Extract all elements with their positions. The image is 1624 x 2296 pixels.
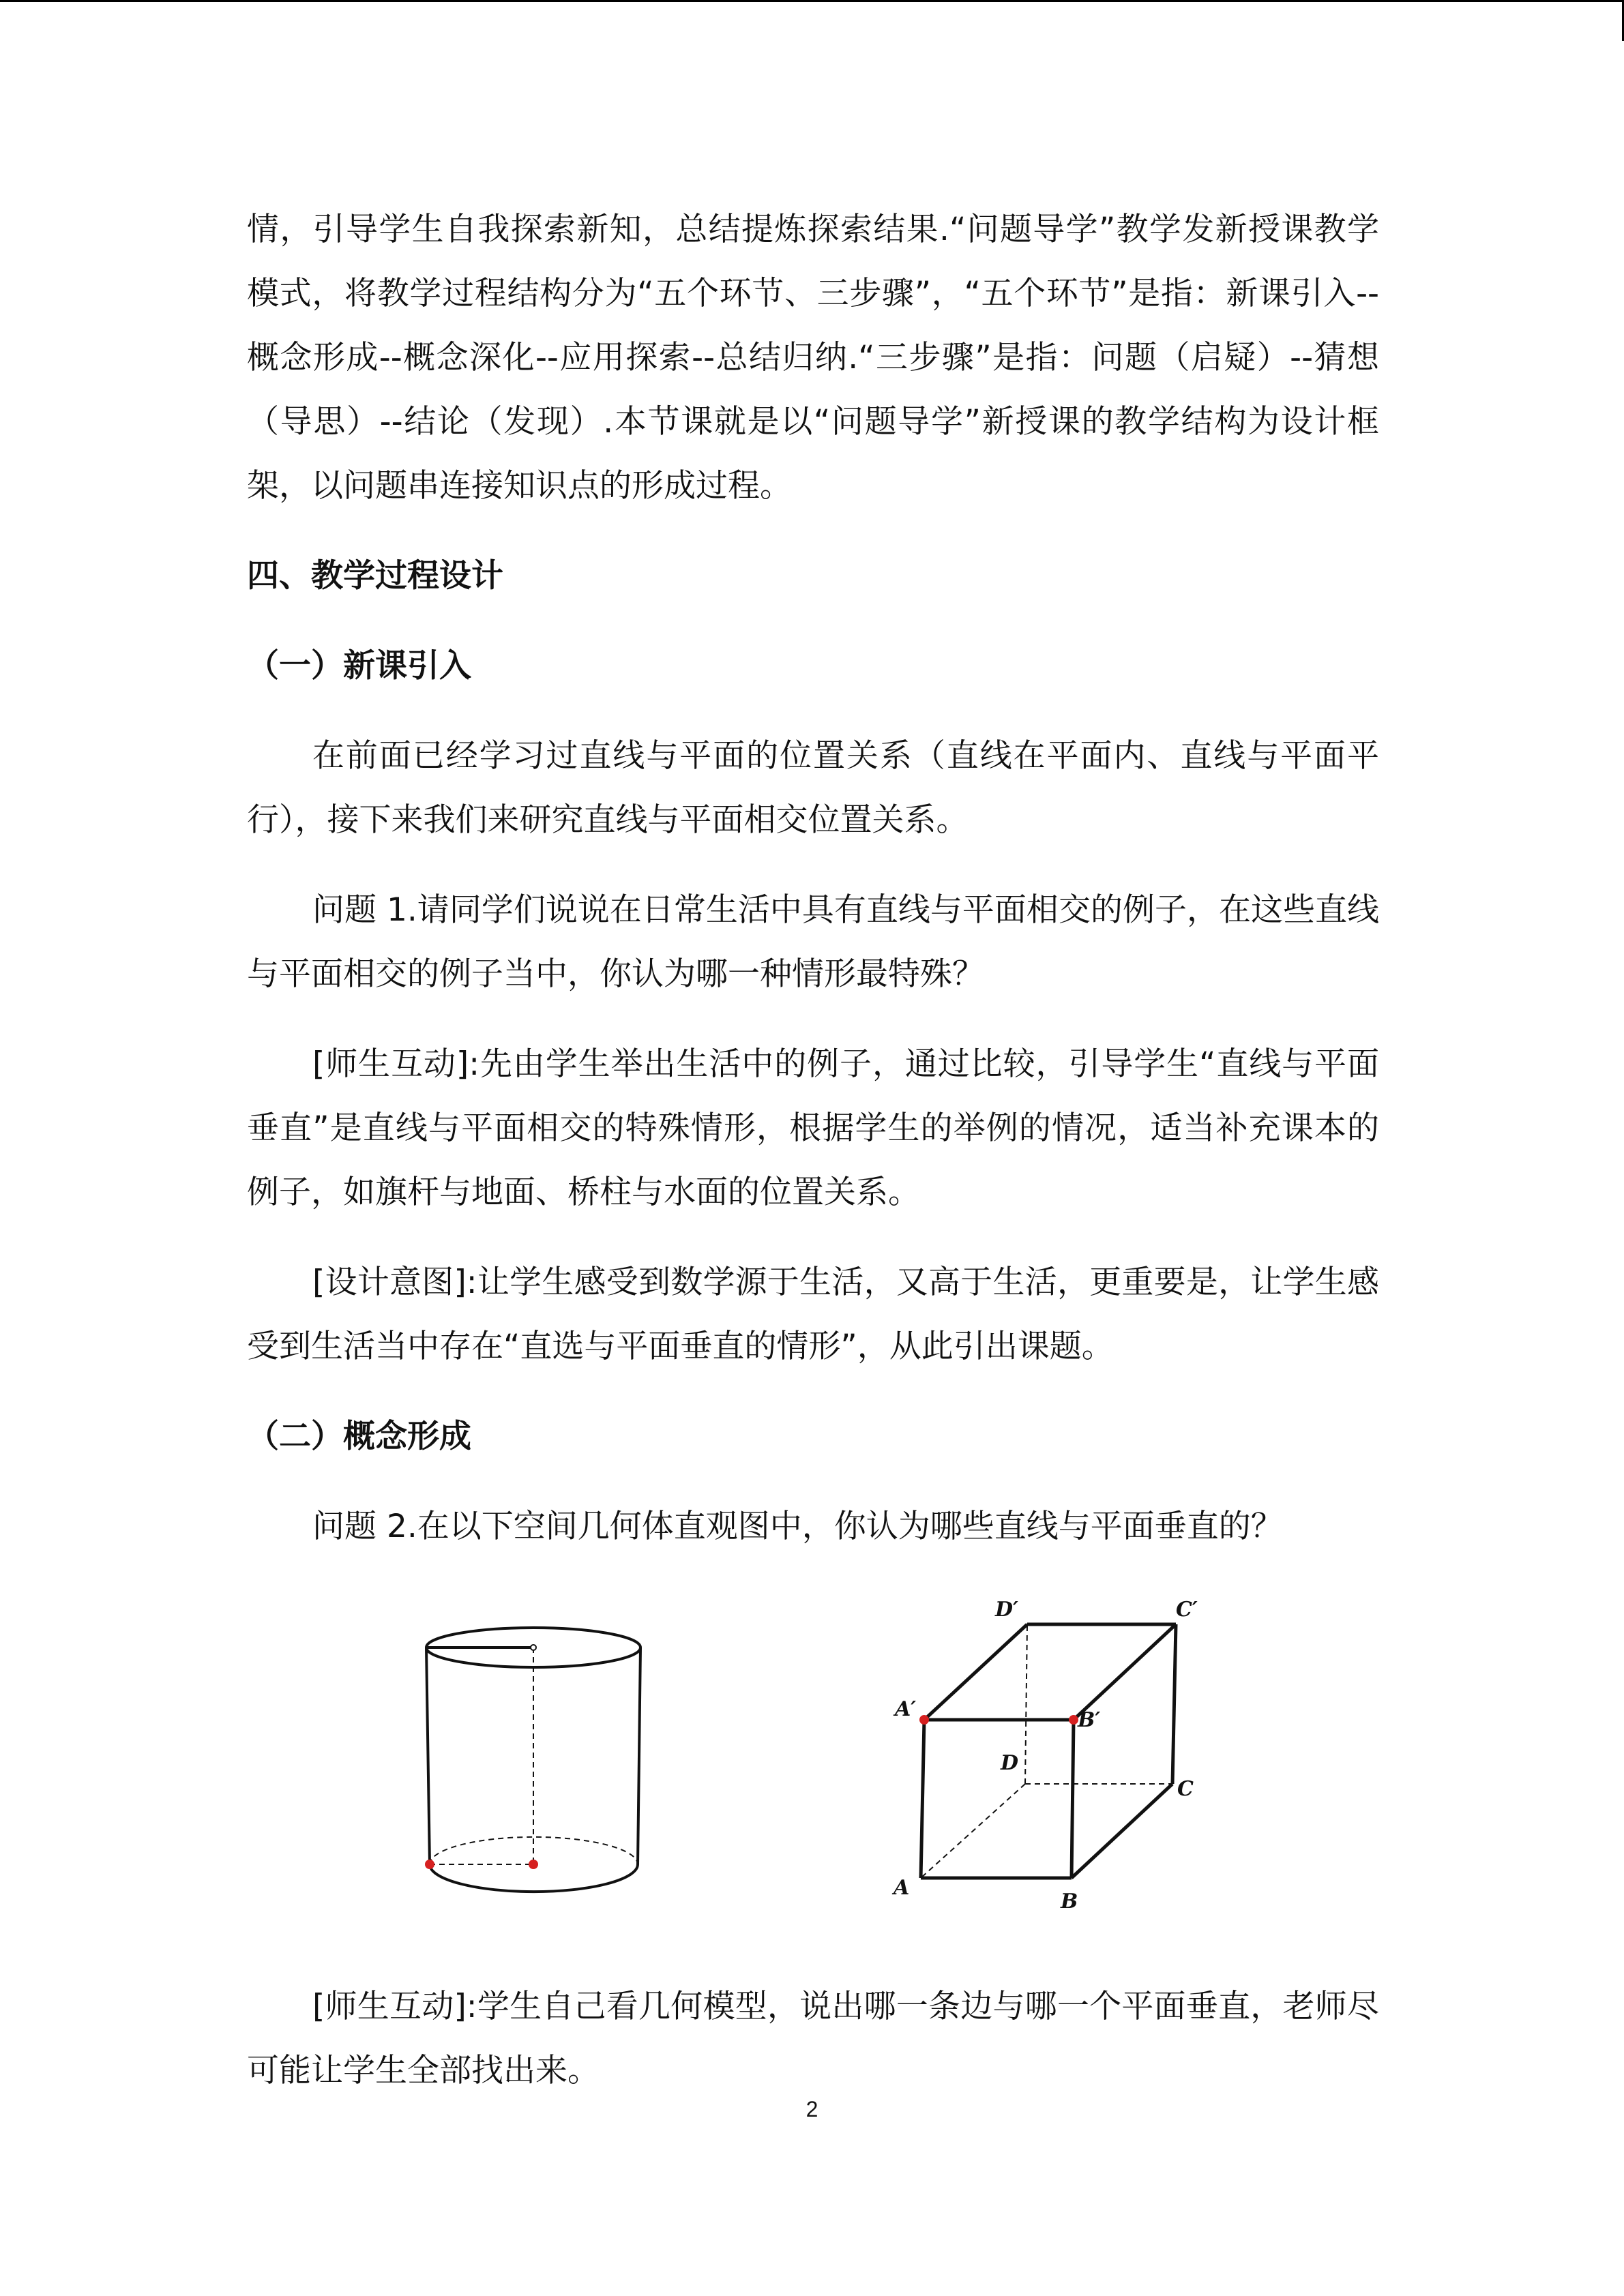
- section-heading: 四、教学过程设计: [247, 557, 503, 595]
- edge-Dp-Ap: [924, 1624, 1027, 1720]
- edge-B-C: [1072, 1784, 1172, 1878]
- box-point-B-prime: [1069, 1715, 1078, 1725]
- label-B-prime: B′: [1078, 1708, 1101, 1732]
- teacher-student-interaction-1: [师生互动]:先由学生举出生活中的例子，通过比较，引导学生“直线与平面垂直”是直线与平面相交的特殊情形，根据学生的举例的情况，适当补充课本的例子，如旗杆与地面、桥柱与水面的位置关系。: [247, 1045, 1379, 1211]
- subsection-heading-2: （二）概念形成: [247, 1418, 471, 1455]
- edge-Bp-Cp: [1074, 1624, 1176, 1720]
- subsection-heading-1: （一）新课引入: [247, 647, 471, 685]
- hidden-edge-D-A: [921, 1784, 1025, 1878]
- label-B: B: [1061, 1890, 1078, 1913]
- box-figure: [919, 1624, 1176, 1878]
- top-border-line: [0, 0, 1624, 2]
- cylinder-point-top-center: [531, 1645, 536, 1650]
- intro-paragraph: 情，引导学生自我探索新知，总结提炼探索结果.“问题导学”教学发新授课教学模式，将教学过程结构分为“五个环节、三步骤”，“五个环节”是指：新课引入--概念形成--概念深化--应用探索--总结归纳.“三步骤”是指：问题（启疑）--猜想（导思）--结论（发现）.本节课就是以“问题导学”新授课的教学结构为设计框架，以问题串连接知识点的形成过程。: [247, 211, 1379, 505]
- edge-Bp-B: [1072, 1720, 1074, 1878]
- cylinder-figure: [425, 1628, 640, 1892]
- geometry-figures: [247, 1593, 1379, 1948]
- design-intent-1: [设计意图]:让学生感受到数学源于生活，又高于生活，更重要是，让学生感受到生活当中存在“直选与平面垂直的情形”，从此引出课题。: [247, 1264, 1379, 1365]
- edge-C-Cp: [1172, 1624, 1176, 1784]
- cylinder-point-bottom-left: [425, 1860, 434, 1869]
- geometry-figures-svg: [247, 1593, 1379, 1948]
- label-C-prime: C′: [1176, 1598, 1198, 1622]
- cylinder-point-bottom-center: [529, 1860, 538, 1869]
- label-A-prime: A′: [895, 1697, 917, 1721]
- box-point-A-prime: [919, 1715, 929, 1725]
- label-C: C: [1177, 1777, 1194, 1801]
- document-body: [247, 198, 1379, 2103]
- teacher-student-interaction-2: [师生互动]:学生自己看几何模型，说出哪一条边与哪一个平面垂直，老师尽可能让学生全部找出来。: [247, 1988, 1379, 2089]
- cylinder-left-edge: [426, 1648, 430, 1864]
- cylinder-right-edge: [638, 1648, 640, 1864]
- edge-Ap-A: [921, 1720, 924, 1878]
- hidden-edge-D-Dp: [1025, 1624, 1027, 1784]
- label-D-prime: D′: [995, 1598, 1018, 1622]
- question-2: 问题 2.在以下空间几何体直观图中，你认为哪些直线与平面垂直的？: [312, 1508, 1283, 1545]
- label-A: A: [894, 1876, 910, 1900]
- label-D: D: [1001, 1751, 1019, 1775]
- paragraph-intro-lesson: 在前面已经学习过直线与平面的位置关系（直线在平面内、直线与平面平行），接下来我们来研究直线与平面相交位置关系。: [247, 737, 1379, 839]
- page-number: 2: [806, 2097, 818, 2121]
- question-1: 问题 1.请同学们说说在日常生活中具有直线与平面相交的例子，在这些直线与平面相交的例子当中，你认为哪一种情形最特殊？: [247, 891, 1379, 993]
